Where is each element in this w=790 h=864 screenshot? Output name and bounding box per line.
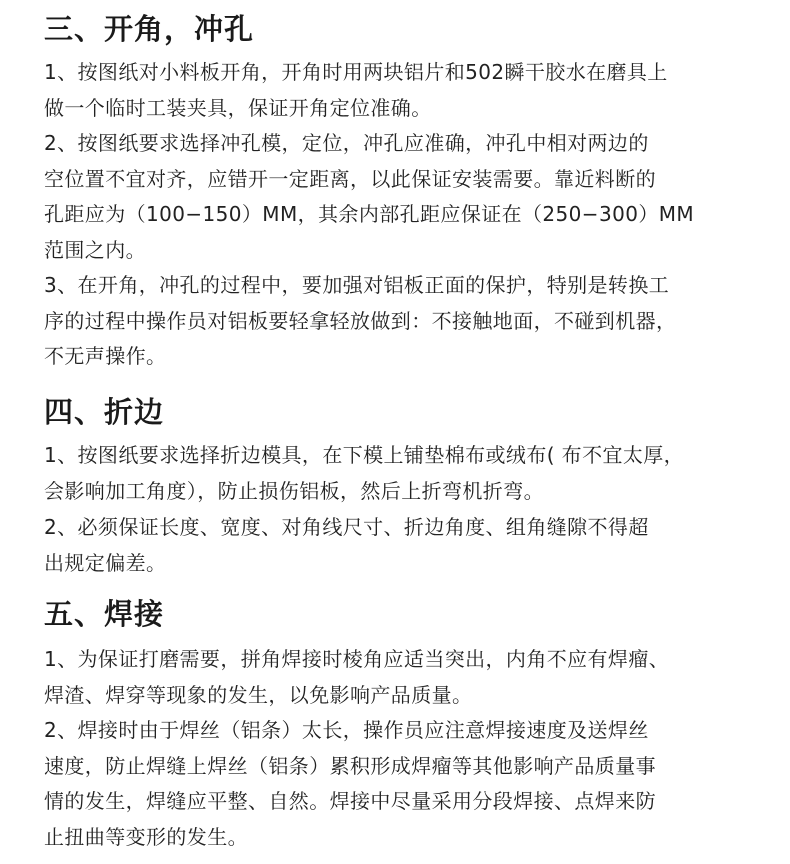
- text-line: 序的过程中操作员对铝板要轻拿轻放做到：不接触地面，不碰到机器，: [44, 308, 677, 333]
- text-line: 3、在开角，冲孔的过程中，要加强对铝板正面的保护，特别是转换工: [44, 273, 670, 297]
- section-title-folding: 四、折边: [44, 395, 165, 429]
- text-line: 止扭曲等变形的发生。: [44, 824, 248, 849]
- paragraph: [44, 55, 668, 126]
- text-line: 情的发生，焊缝应平整、自然。焊接中尽量采用分段焊接、点焊来防: [44, 789, 656, 814]
- text-line: 会影响加工角度），防止损伤铝板，然后上折弯机折弯。: [44, 478, 544, 503]
- text-line: 1、按图纸对小料板开角，开角时用两块铝片和502瞬干胶水在磨具上: [44, 60, 668, 84]
- text-line: 焊渣、焊穿等现象的发生，以免影响产品质量。: [44, 682, 473, 707]
- paragraph: [44, 510, 649, 581]
- section-title-punching: 三、开角，冲孔: [44, 12, 255, 46]
- paragraph: [44, 642, 669, 713]
- text-line: 做一个临时工装夹具，保证开角定位准确。: [44, 95, 432, 120]
- text-line: 空位置不宜对齐，应错开一定距离，以此保证安装需要。靠近料断的: [44, 166, 656, 191]
- text-line: 范围之内。: [44, 237, 146, 262]
- text-line: 速度，防止焊缝上焊丝（铝条）累积形成焊瘤等其他影响产品质量事: [44, 753, 656, 778]
- text-line: 孔距应为（100−150）MM，其余内部孔距应保证在（250−300）MM: [44, 202, 695, 227]
- paragraph: [44, 126, 694, 268]
- paragraph: [44, 713, 656, 855]
- paragraph: [44, 438, 684, 509]
- text-line: 2、按图纸要求选择冲孔模，定位，冲孔应准确，冲孔中相对两边的: [44, 131, 649, 155]
- text-line: 1、按图纸要求选择折边模具，在下模上铺垫棉布或绒布( 布不宜太厚，: [44, 443, 685, 467]
- text-line: 2、焊接时由于焊丝（铝条）太长，操作员应注意焊接速度及送焊丝: [44, 718, 649, 742]
- paragraph: [44, 268, 676, 375]
- text-line: 出规定偏差。: [44, 550, 167, 575]
- section-title-welding: 五、焊接: [44, 597, 165, 631]
- text-line: 1、为保证打磨需要，拼角焊接时棱角应适当突出，内角不应有焊瘤、: [44, 647, 670, 671]
- text-line: 不无声操作。: [44, 344, 167, 369]
- text-line: 2、必须保证长度、宽度、对角线尺寸、折边角度、组角缝隙不得超: [44, 515, 649, 539]
